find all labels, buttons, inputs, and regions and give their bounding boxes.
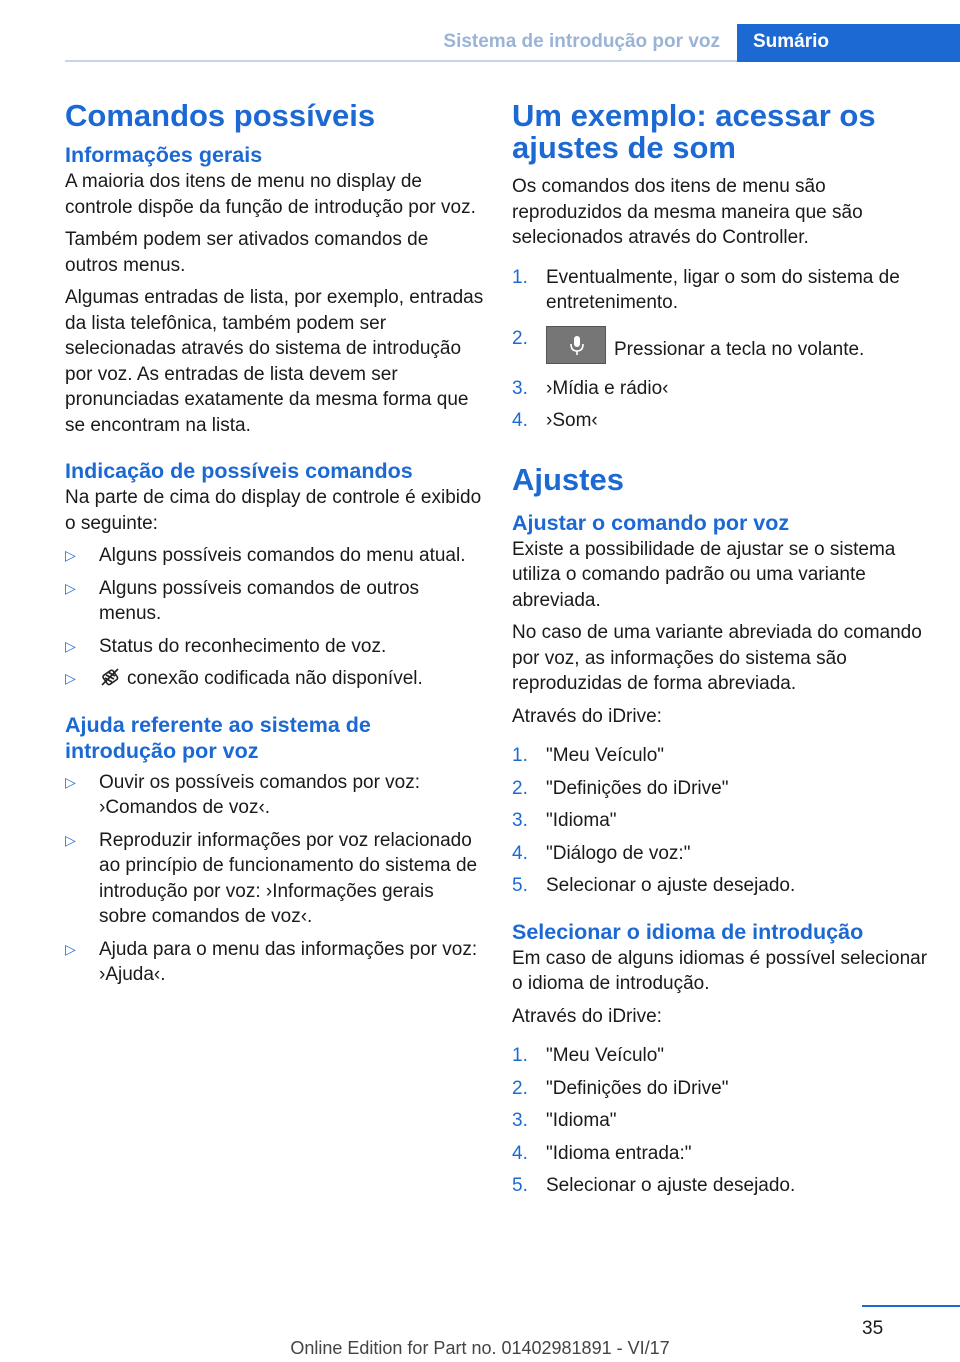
numbered-list [512, 1043, 932, 1199]
paragraph: Algumas entradas de lista, por exemplo, entradas da lista telefônica, também podem ser selecionadas através do sistema de introdução por voz. As entradas de lista devem ser pronunciadas exatamente da mesma forma que se encontram na lista. [65, 287, 484, 436]
list-item: ▷ Status do reconhecimento de voz. [65, 634, 485, 660]
heading-select-input-language: Selecionar o idioma de introdução [512, 919, 864, 944]
list-item: ▷ Reproduzir informações por voz relacionado ao princípio de funcionamento do sistema de introdução por voz: ›Informações gerais sobre comandos de voz‹. [65, 829, 478, 927]
header-section-title[interactable]: Sistema de introdução por voz [443, 31, 720, 52]
footer-edition: Online Edition for Part no. 01402981891 - VI/17 [290, 1338, 670, 1358]
header-rule [65, 60, 737, 62]
header-tab-summary[interactable]: Sumário [737, 24, 960, 62]
title-sound-settings-example: Um exemplo: acessar os ajustes de som [512, 98, 876, 165]
list-item: 1. "Meu Veículo" [512, 745, 665, 766]
title-possible-commands: Comandos possíveis [65, 98, 376, 133]
triangle-bullet-icon: ▷ [65, 670, 76, 686]
steering-wheel-voice-button [546, 326, 606, 364]
list-item: 4. "Idioma entrada:" [512, 1142, 692, 1164]
list-item: ▷ Alguns possíveis comandos de outros menus. [65, 577, 420, 624]
list-item: 3. "Idioma" [512, 1110, 617, 1131]
list-item: 4. "Diálogo de voz:" [512, 842, 691, 864]
triangle-bullet-icon: ▷ [65, 579, 76, 596]
no-encrypted-connection-icon [99, 666, 121, 688]
paragraph: Através do iDrive: [512, 1005, 662, 1027]
bullet-list [65, 770, 485, 988]
list-item: 2. "Definições do iDrive" [512, 777, 729, 799]
bullet-list [65, 543, 485, 692]
triangle-bullet-icon: ▷ [65, 637, 76, 654]
page-header [0, 0, 960, 62]
left-column [65, 100, 485, 995]
triangle-bullet-icon: ▷ [65, 773, 76, 790]
heading-voice-help: Ajuda referente ao sistema de introdução por voz [65, 712, 371, 763]
title-settings: Ajustes [512, 461, 624, 497]
list-item: 3. "Idioma" [512, 810, 617, 831]
paragraph: Na parte de cima do display de controle é exibido o seguinte: [65, 487, 482, 534]
page-number: 35 [862, 1318, 884, 1339]
paragraph: Através do iDrive: [512, 705, 662, 727]
heading-adjust-voice-command: Ajustar o comando por voz [512, 510, 790, 535]
triangle-bullet-icon: ▷ [65, 940, 76, 957]
list-item: 1. Eventualmente, ligar o som do sistema de entretenimento. [512, 266, 900, 313]
paragraph: Os comandos dos itens de menu são reproduzidos da mesma maneira que são selecionados através do Controller. [512, 176, 863, 248]
list-item: 4. ›Som‹ [512, 410, 598, 431]
list-item: 2. "Definições do iDrive" [512, 1077, 729, 1099]
paragraph: Em caso de alguns idiomas é possível selecionar o idioma de introdução. [512, 947, 928, 994]
page-number-rule [862, 1305, 960, 1307]
paragraph: A maioria dos itens de menu no display de controle dispõe da função de introdução por voz. [65, 171, 476, 218]
numbered-list [512, 743, 932, 899]
heading-general-info: Informações gerais [65, 143, 263, 167]
paragraph: Existe a possibilidade de ajustar se o sistema utiliza o comando padrão ou uma variante abreviada. [512, 538, 896, 611]
list-item: 1. "Meu Veículo" [512, 1045, 665, 1066]
paragraph: Também podem ser ativados comandos de outros menus. [65, 229, 429, 276]
list-item: ▷ Alguns possíveis comandos do menu atual. [65, 543, 485, 569]
right-column [512, 100, 932, 1219]
numbered-list [512, 265, 932, 434]
triangle-bullet-icon: ▷ [65, 547, 76, 563]
triangle-bullet-icon: ▷ [65, 831, 76, 848]
list-item: 2. Pressionar a tecla no volante. [512, 326, 932, 364]
list-item: ▷ Ouvir os possíveis comandos por voz: ›Comandos de voz‹. [65, 771, 421, 818]
list-item: 5. Selecionar o ajuste desejado. [512, 1175, 796, 1196]
microphone-icon [569, 335, 585, 357]
paragraph: No caso de uma variante abreviada do comando por voz, as informações do sistema são reproduzidas de forma abreviada. [512, 622, 922, 694]
list-item: 3. ›Mídia e rádio‹ [512, 377, 669, 399]
list-item: 5. Selecionar o ajuste desejado. [512, 875, 796, 896]
heading-command-display: Indicação de possíveis comandos [65, 459, 413, 483]
list-item: ▷ conexão codificada não disponível. [65, 666, 485, 692]
list-item: ▷ Ajuda para o menu das informações por voz: ›Ajuda‹. [65, 938, 478, 985]
